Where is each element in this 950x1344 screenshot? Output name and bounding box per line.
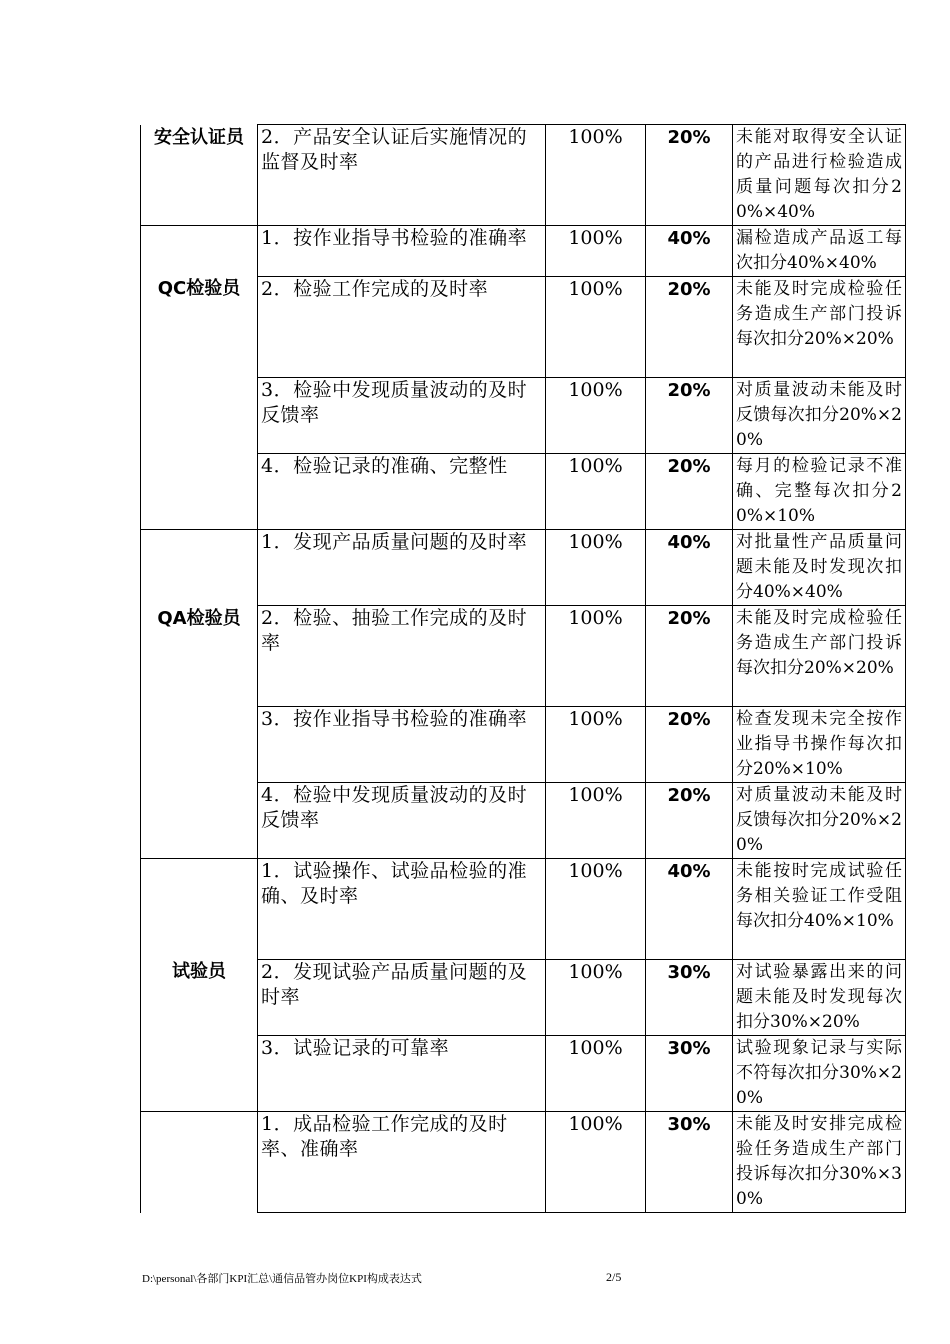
penalty-cell: 漏检造成产品返工每次扣分40%×40% xyxy=(733,226,906,277)
weight-cell: 30% xyxy=(646,960,733,1036)
weight-cell: 20% xyxy=(646,606,733,707)
indicator-cell: 2．检验工作完成的及时率 xyxy=(258,277,546,378)
indicator-cell: 1．试验操作、试验品检验的准确、及时率 xyxy=(258,859,546,960)
role-cell xyxy=(141,1112,258,1213)
penalty-cell: 未能按时完成试验任务相关验证工作受阻每次扣分40%×10% xyxy=(733,859,906,960)
table-row xyxy=(141,1112,906,1213)
indicator-cell: 1．成品检验工作完成的及时率、准确率 xyxy=(258,1112,546,1213)
weight-cell: 40% xyxy=(646,859,733,960)
penalty-cell: 未能及时完成检验任务造成生产部门投诉每次扣分20%×20% xyxy=(733,277,906,378)
penalty-cell: 每月的检验记录不准确、完整每次扣分20%×10% xyxy=(733,454,906,530)
weight-cell: 40% xyxy=(646,530,733,606)
target-cell: 100% xyxy=(546,125,646,226)
target-cell: 100% xyxy=(546,454,646,530)
penalty-cell: 对质量波动未能及时反馈每次扣分20%×20% xyxy=(733,783,906,859)
penalty-cell: 对批量性产品质量问题未能及时发现次扣分40%×40% xyxy=(733,530,906,606)
target-cell: 100% xyxy=(546,378,646,454)
penalty-cell: 对试验暴露出来的问题未能及时发现每次扣分30%×20% xyxy=(733,960,906,1036)
table-row xyxy=(141,226,906,277)
role-cell: QC检验员 xyxy=(141,226,258,530)
weight-cell: 20% xyxy=(646,125,733,226)
indicator-cell: 3．试验记录的可靠率 xyxy=(258,1036,546,1112)
table-row xyxy=(141,859,906,960)
target-cell: 100% xyxy=(546,530,646,606)
target-cell: 100% xyxy=(546,277,646,378)
target-cell: 100% xyxy=(546,226,646,277)
penalty-cell: 检查发现未完全按作业指导书操作每次扣分20%×10% xyxy=(733,707,906,783)
penalty-cell: 未能及时安排完成检验任务造成生产部门投诉每次扣分30%×30% xyxy=(733,1112,906,1213)
weight-cell: 20% xyxy=(646,277,733,378)
indicator-cell: 2．产品安全认证后实施情况的监督及时率 xyxy=(258,125,546,226)
kpi-table xyxy=(140,124,906,1213)
penalty-cell: 试验现象记录与实际不符每次扣分30%×20% xyxy=(733,1036,906,1112)
weight-cell: 30% xyxy=(646,1112,733,1213)
target-cell: 100% xyxy=(546,783,646,859)
indicator-cell: 2．检验、抽验工作完成的及时率 xyxy=(258,606,546,707)
indicator-cell: 4．检验记录的准确、完整性 xyxy=(258,454,546,530)
table-row xyxy=(141,125,906,226)
weight-cell: 20% xyxy=(646,783,733,859)
target-cell: 100% xyxy=(546,859,646,960)
weight-cell: 40% xyxy=(646,226,733,277)
footer-file-path: D:\personal\各部门KPI汇总\通信品管办岗位KPI构成表达式 xyxy=(142,1273,422,1285)
weight-cell: 30% xyxy=(646,1036,733,1112)
role-cell: QA检验员 xyxy=(141,530,258,859)
target-cell: 100% xyxy=(546,606,646,707)
target-cell: 100% xyxy=(546,1112,646,1213)
weight-cell: 20% xyxy=(646,707,733,783)
indicator-cell: 1．发现产品质量问题的及时率 xyxy=(258,530,546,606)
indicator-cell: 1．按作业指导书检验的准确率 xyxy=(258,226,546,277)
table-row xyxy=(141,530,906,606)
weight-cell: 20% xyxy=(646,454,733,530)
indicator-cell: 4．检验中发现质量波动的及时反馈率 xyxy=(258,783,546,859)
indicator-cell: 3．检验中发现质量波动的及时反馈率 xyxy=(258,378,546,454)
target-cell: 100% xyxy=(546,1036,646,1112)
footer-page-number: 2/5 xyxy=(606,1270,622,1284)
weight-cell: 20% xyxy=(646,378,733,454)
penalty-cell: 未能及时完成检验任务造成生产部门投诉每次扣分20%×20% xyxy=(733,606,906,707)
role-cell: 安全认证员 xyxy=(141,125,258,226)
role-cell: 试验员 xyxy=(141,859,258,1112)
target-cell: 100% xyxy=(546,707,646,783)
target-cell: 100% xyxy=(546,960,646,1036)
indicator-cell: 2．发现试验产品质量问题的及时率 xyxy=(258,960,546,1036)
penalty-cell: 对质量波动未能及时反馈每次扣分20%×20% xyxy=(733,378,906,454)
penalty-cell: 未能对取得安全认证的产品进行检验造成质量问题每次扣分20%×40% xyxy=(733,125,906,226)
indicator-cell: 3．按作业指导书检验的准确率 xyxy=(258,707,546,783)
